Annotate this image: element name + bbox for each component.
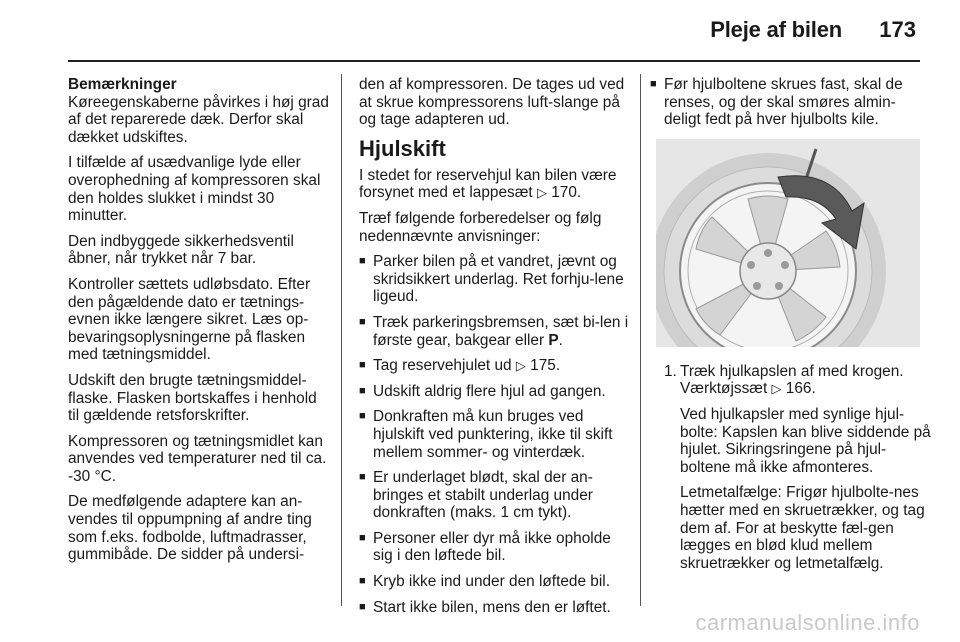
cross-reference-arrow-icon: ▷	[515, 358, 526, 374]
paragraph: Køreegenskaberne påvirkes i høj grad af det reparerede dæk. Derfor skal dækket udskiftes.	[68, 93, 329, 146]
list-item-text: Udskift aldrig flere hjul ad gangen.	[373, 382, 606, 400]
paragraph: I tilfælde af usædvanlige lyde eller overophedning af kompressoren skal den holdes slukket i mindst 30 minutter.	[68, 154, 321, 225]
intro-text: I stedet for reservehjul kan bilen være forsynet med et lappesæt	[359, 166, 617, 202]
list-item-text: Parker bilen på et vandret, jævnt og skridsikkert underlag. Ret forhju-lene ligeud.	[373, 253, 624, 306]
gear-letter: P	[548, 331, 559, 349]
column-1	[68, 76, 330, 572]
cross-reference-arrow-icon: ▷	[771, 381, 782, 397]
list-item-text: Træk parkeringsbremsen, sæt bi-len i første gear, bakgear eller	[373, 313, 629, 349]
bullet-icon: ■	[359, 410, 366, 423]
column-divider	[640, 74, 641, 606]
section-heading: Hjulskift	[359, 135, 446, 161]
bullet-icon: ■	[359, 255, 366, 268]
page-number: 173	[879, 17, 916, 42]
bullet-icon: ■	[359, 471, 366, 484]
bullet-icon: ■	[650, 78, 657, 90]
paragraph: Kompressoren og tætningsmidlet kan anvendes ved temperaturer ned til ca. -30 °C.	[68, 432, 327, 485]
notes-subhead: Bemærkninger	[68, 76, 177, 93]
paragraph: Den indbyggede sikkerhedsventil åbner, når trykket når 7 bar.	[68, 232, 294, 268]
paragraph: Træf følgende forberedelser og følg nedennævnte anvisninger:	[359, 209, 602, 245]
step-number: 1.	[664, 362, 677, 380]
list-item-text: Donkraften må kun bruges ved hjulskift ved punktering, ikke til skift mellem sommer- og vinterdæk.	[373, 408, 613, 461]
step-paragraph: Letmetalfælge: Frigør hjulbolte-nes hætter med en skruetrækker, og tag dem af. For at beskytte fæl-gen lægges en blød klud mellem skruetrækker og letmetalfælg.	[680, 484, 925, 572]
list-item	[650, 76, 932, 129]
list-item	[359, 383, 631, 401]
step-main-text: Træk hjulkapslen af med krogen. Værktøjssæt	[680, 362, 904, 398]
header-rule	[68, 60, 920, 62]
cross-reference-arrow-icon: ▷	[536, 185, 547, 201]
step-paragraph: Ved hjulkapsler med synlige hjul-bolte: Kapslen kan blive siddende på hjulet. Sikringsringene på hjul-boltene må ikke afmonteres.	[680, 405, 931, 476]
wheel-cap-removal-illustration	[656, 139, 920, 347]
list-item-text: Start ikke bilen, mens den er løftet.	[373, 598, 611, 616]
bullet-icon: ■	[359, 575, 366, 588]
page-header	[0, 0, 960, 62]
paragraph: Udskift den brugte tætningsmiddel-flaske. Flasken bortskaffes i henhold til gældende retsforskrifter.	[68, 371, 317, 425]
list-item	[359, 253, 631, 306]
list-item	[359, 357, 631, 375]
list-item-text: Kryb ikke ind under den løftede bil.	[373, 573, 610, 591]
header-title: Pleje af bilen	[710, 17, 842, 42]
step-item	[650, 363, 932, 573]
list-item-text: Er underlaget blødt, skal der an-bringes et stabilt underlag under donkraften (maks. 1 cm tykt).	[373, 469, 593, 522]
step-text	[680, 363, 932, 398]
column-divider	[341, 74, 342, 606]
list-item	[359, 314, 631, 349]
paragraph: den af kompressoren. De tages ud ved at skrue kompressorens luft-slange på og tage adapteren ud.	[359, 76, 625, 129]
list-item-text: Personer eller dyr må ikke opholde sig i den løftede bil.	[373, 529, 611, 565]
wheel-illustration-svg	[656, 139, 920, 347]
paragraph: De medfølgende adaptere kan an-vendes til oppumpning af andre ting som f.eks. fodbolde, luftmadrasser, gummibåde. De sidder på undersi-	[68, 493, 312, 564]
page-reference[interactable]: 170.	[551, 184, 582, 202]
watermark: carmanualsonline.info	[695, 610, 920, 635]
list-item-text: Før hjulboltene skrues fast, skal de renses, og der skal smøres almin-deligt fedt på hver hjulbolts kile.	[664, 76, 903, 129]
paragraph	[359, 167, 631, 202]
column-3	[650, 76, 932, 580]
bullet-icon: ■	[359, 600, 366, 613]
page-reference[interactable]: 166.	[785, 380, 816, 398]
list-item	[359, 599, 631, 617]
list-item	[359, 530, 631, 565]
list-item	[359, 469, 631, 522]
bullet-list	[650, 76, 932, 129]
paragraph: Kontroller sættets udløbsdato. Efter den pågældende dato er tætnings-evnen ikke længere sikret. Læs op-bevaringsoplysningerne på flasken med tætningsmiddel.	[68, 275, 311, 364]
list-item-text: Tag reservehjulet ud	[373, 357, 512, 375]
list-item	[359, 573, 631, 591]
page-reference[interactable]: 175.	[530, 357, 561, 375]
bullet-icon: ■	[359, 531, 366, 544]
column-2	[359, 76, 631, 624]
list-item-tail: .	[558, 331, 563, 349]
bullet-icon: ■	[359, 359, 366, 372]
bullet-icon: ■	[359, 384, 366, 397]
numbered-steps	[650, 363, 932, 573]
bullet-icon: ■	[359, 315, 366, 328]
list-item	[359, 408, 631, 461]
bullet-list	[359, 253, 631, 616]
